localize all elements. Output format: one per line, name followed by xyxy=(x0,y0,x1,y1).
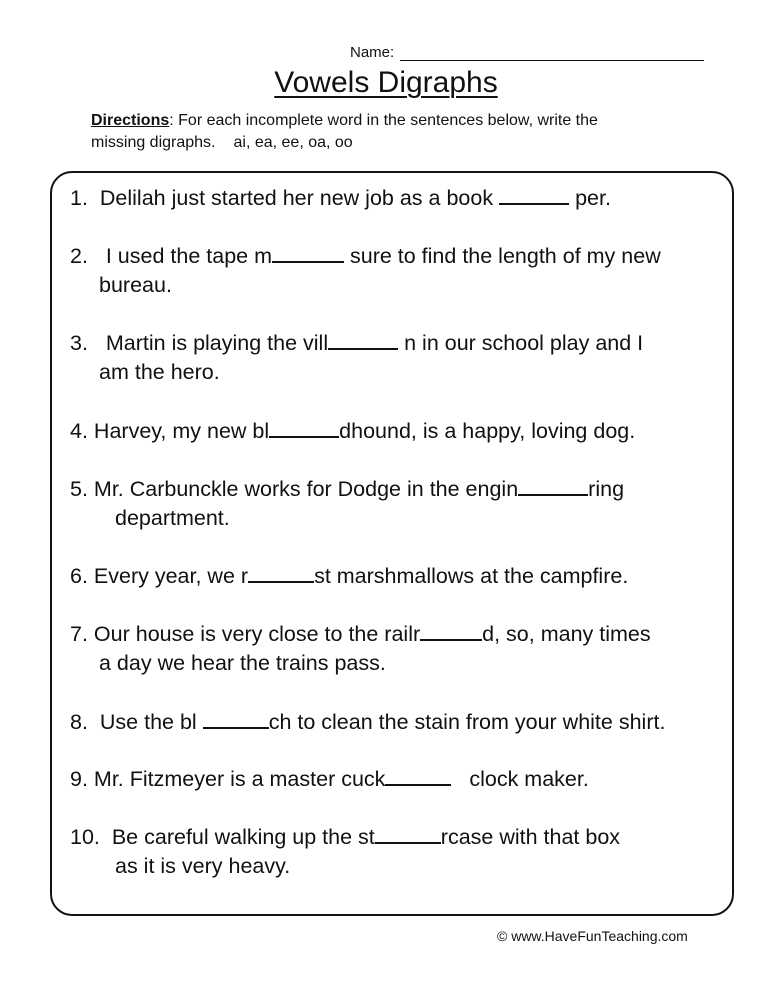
directions-digraph-list: ai, ea, ee, oa, oo xyxy=(233,134,353,151)
question-2 xyxy=(70,242,661,271)
question-3-line2: am the hero. xyxy=(99,360,220,384)
question-text-before: Mr. Carbunckle works for Dodge in the engin xyxy=(93,477,519,501)
question-10 xyxy=(70,823,620,852)
name-label: Name: xyxy=(350,44,395,61)
question-1 xyxy=(70,184,611,213)
name-field xyxy=(350,44,704,61)
copyright-footer: © www.HaveFunTeaching.com xyxy=(497,928,688,944)
question-number: 6. xyxy=(70,564,88,588)
directions-text-line1: : For each incomplete word in the sentences below, write the xyxy=(169,112,598,129)
question-text-before: Our house is very close to the railr xyxy=(93,622,421,646)
worksheet-title: Vowels Digraphs xyxy=(274,66,498,99)
question-2-line2: bureau. xyxy=(99,273,172,297)
question-5 xyxy=(70,475,624,504)
directions xyxy=(91,110,691,154)
question-text-after: per. xyxy=(575,186,611,210)
question-number: 10. xyxy=(70,825,100,849)
question-number: 4. xyxy=(70,419,88,443)
question-3 xyxy=(70,329,643,358)
directions-label: Directions xyxy=(91,112,170,129)
question-text-before: Every year, we r xyxy=(93,564,249,588)
question-9 xyxy=(70,765,589,794)
question-text-after: sure to find the length of my new xyxy=(349,244,661,268)
answer-blank[interactable] xyxy=(269,418,339,438)
question-text-before: Harvey, my new bl xyxy=(93,419,270,443)
answer-blank[interactable] xyxy=(420,621,482,641)
question-text-after: dhound, is a happy, loving dog. xyxy=(339,419,636,443)
question-4 xyxy=(70,417,635,446)
question-text-after: ring xyxy=(588,477,625,501)
question-number: 8. xyxy=(70,710,88,734)
question-text-after: d, so, many times xyxy=(482,622,651,646)
directions-text-line2: missing digraphs. xyxy=(91,134,216,151)
question-text-before: Delilah just started her new job as a book xyxy=(99,186,494,210)
question-8 xyxy=(70,708,665,737)
question-10-line2: as it is very heavy. xyxy=(115,854,291,878)
question-text-before: Be careful walking up the st xyxy=(111,825,375,849)
question-number: 1. xyxy=(70,186,88,210)
question-text-before: Mr. Fitzmeyer is a master cuck xyxy=(93,767,386,791)
answer-blank[interactable] xyxy=(328,330,398,350)
question-text-before: I used the tape m xyxy=(105,244,272,268)
question-text-before: Use the bl xyxy=(99,710,197,734)
answer-blank[interactable] xyxy=(203,709,269,729)
question-text-after: n in our school play and I xyxy=(404,331,644,355)
answer-blank[interactable] xyxy=(385,766,451,786)
question-5-line2: department. xyxy=(115,506,230,530)
answer-blank[interactable] xyxy=(272,243,344,263)
question-text-before: Martin is playing the vill xyxy=(105,331,329,355)
answer-blank[interactable] xyxy=(518,476,588,496)
question-number: 3. xyxy=(70,331,88,355)
answer-blank[interactable] xyxy=(248,563,314,583)
question-7 xyxy=(70,620,651,649)
name-blank-line[interactable] xyxy=(400,46,704,61)
question-text-after: st marshmallows at the campfire. xyxy=(314,564,629,588)
question-text-after: ch to clean the stain from your white shirt. xyxy=(268,710,666,734)
answer-blank[interactable] xyxy=(499,185,569,205)
question-number: 5. xyxy=(70,477,88,501)
question-number: 7. xyxy=(70,622,88,646)
question-6 xyxy=(70,562,628,591)
question-number: 2. xyxy=(70,244,88,268)
question-text-after: clock maker. xyxy=(469,767,589,791)
answer-blank[interactable] xyxy=(375,824,441,844)
question-number: 9. xyxy=(70,767,88,791)
question-7-line2: a day we hear the trains pass. xyxy=(99,651,386,675)
question-text-after: rcase with that box xyxy=(440,825,621,849)
